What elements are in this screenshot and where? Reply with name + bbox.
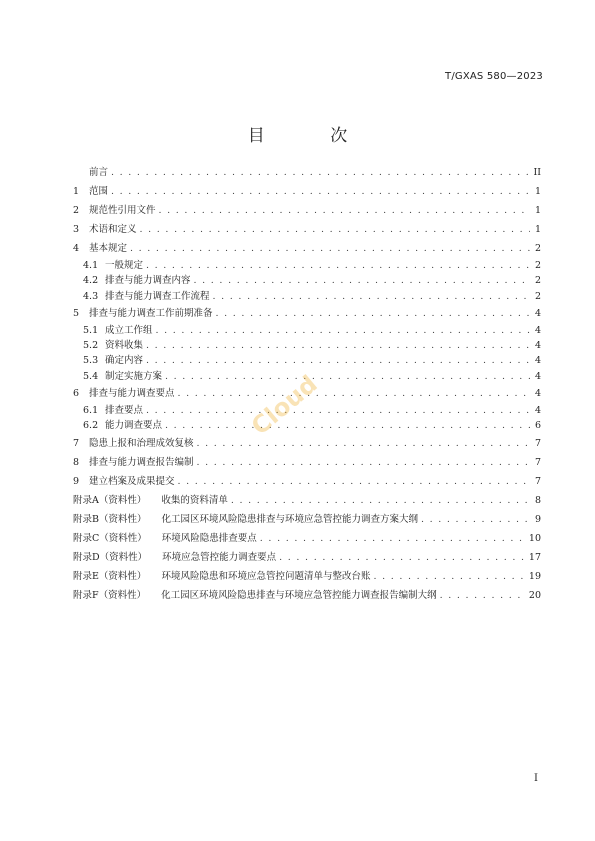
toc-annex-entry[interactable] xyxy=(73,529,541,548)
toc-leader-dots xyxy=(146,338,530,353)
toc-entry-number: 5.2 xyxy=(83,340,99,352)
toc-leader-dots xyxy=(146,353,530,368)
toc-entry-page: 17 xyxy=(528,551,541,563)
toc-entry-page: 10 xyxy=(528,532,541,544)
toc-entry-label: 环境风险隐患排查要点 xyxy=(161,532,257,544)
toc-entry-number: 4.1 xyxy=(83,260,99,271)
toc-entry[interactable] xyxy=(73,258,541,273)
toc-entry-label: 隐患上报和治理成效复核 xyxy=(89,437,194,449)
toc-entry-number: 5 xyxy=(73,307,80,319)
toc-entry-number: 附录B（资料性） xyxy=(73,513,147,525)
toc-entry-page: 4 xyxy=(534,370,541,382)
toc-entry-label: 成立工作组 xyxy=(105,324,153,336)
toc-entry[interactable] xyxy=(73,304,541,323)
toc-annex-entry[interactable] xyxy=(73,510,541,529)
toc-entry-number: 7 xyxy=(73,437,80,449)
toc-entry-label: 环境风险隐患和环境应急管控问题清单与整改台账 xyxy=(161,570,371,582)
toc-entry[interactable] xyxy=(73,338,541,353)
toc-leader-dots xyxy=(231,491,530,510)
toc-annex-entry[interactable] xyxy=(73,491,541,510)
toc-entry-number: 附录F（资料性） xyxy=(73,589,147,601)
document-code: T/GXAS 580—2023 xyxy=(445,71,543,82)
toc-entry-page: 2 xyxy=(534,243,541,254)
toc-entry-page: 2 xyxy=(534,290,541,302)
toc-entry-page: 4 xyxy=(534,388,541,400)
toc-leader-dots xyxy=(260,529,526,548)
toc-entry-number: 6.1 xyxy=(83,405,99,417)
toc-entry-page: 4 xyxy=(534,355,541,367)
toc-entry-label: 能力调查要点 xyxy=(105,420,163,432)
toc-entry-label: 排查与能力调查要点 xyxy=(89,388,175,400)
toc-entry-label: 排查与能力调查工作前期准备 xyxy=(89,307,213,319)
toc-entry-number: 附录C（资料性） xyxy=(73,532,147,544)
toc-entry[interactable] xyxy=(73,239,541,258)
toc-entry-number: 1 xyxy=(73,186,80,197)
toc-entry-label: 制定实施方案 xyxy=(105,370,163,382)
toc-entry[interactable] xyxy=(73,472,541,491)
toc-entry-number: 4.3 xyxy=(83,290,99,302)
toc-leader-dots xyxy=(165,369,530,384)
toc-entry-number: 5.1 xyxy=(83,324,99,336)
toc-entry-page: II xyxy=(533,167,541,178)
toc-entry-number: 附录A（资料性） xyxy=(73,494,147,506)
toc-entry[interactable] xyxy=(73,323,541,338)
toc-entry-label: 基本规定 xyxy=(89,243,128,254)
toc-entry-label: 环境应急管控能力调查要点 xyxy=(162,551,277,563)
toc-entry-page: 7 xyxy=(534,475,541,487)
toc-leader-dots xyxy=(146,258,530,273)
toc-entry-page: 1 xyxy=(534,224,541,235)
toc-entry-label: 排查与能力调查报告编制 xyxy=(89,456,194,468)
toc-entry-label: 化工园区环境风险隐患排查与环境应急管控能力调查方案大纲 xyxy=(161,513,418,525)
watermark-text: Cloud xyxy=(246,369,323,441)
toc-entry-label: 排查与能力调查工作流程 xyxy=(105,290,210,302)
toc-entry-page: 2 xyxy=(534,275,541,287)
toc-entry-page: 6 xyxy=(534,420,541,432)
toc-leader-dots xyxy=(213,289,530,304)
toc-leader-dots xyxy=(216,304,530,323)
toc-leader-dots xyxy=(178,384,530,403)
toc-annex-entry[interactable] xyxy=(73,567,541,586)
toc-entry[interactable] xyxy=(73,289,541,304)
toc-entry-label: 范围 xyxy=(89,186,109,197)
toc-entry-page: 20 xyxy=(528,589,541,601)
toc-leader-dots xyxy=(159,201,530,220)
toc-entry-number: 8 xyxy=(73,456,80,468)
toc-entry-number: 5.3 xyxy=(83,355,99,367)
toc-leader-dots xyxy=(197,434,530,453)
toc-entry-page: 9 xyxy=(534,513,541,525)
toc-entry-label: 化工园区环境风险隐患排查与环境应急管控能力调查报告编制大纲 xyxy=(161,589,437,601)
toc-entry-page: 4 xyxy=(534,340,541,352)
toc-entry[interactable] xyxy=(73,220,541,239)
toc-entry-page: 4 xyxy=(534,307,541,319)
toc-entry-label: 前言 xyxy=(89,167,109,178)
toc-entry-label: 收集的资料清单 xyxy=(161,494,228,506)
toc-entry-label: 确定内容 xyxy=(105,355,144,367)
toc-entry-number: 3 xyxy=(73,224,80,235)
toc-entry[interactable] xyxy=(73,201,541,220)
toc-leader-dots xyxy=(279,548,526,567)
toc-leader-dots xyxy=(194,273,530,288)
toc-annex-entry[interactable] xyxy=(73,586,541,605)
toc-annex-entry[interactable] xyxy=(73,548,541,567)
toc-entry-page: 1 xyxy=(534,205,541,216)
toc-entry-page: 4 xyxy=(534,405,541,417)
toc-entry-number: 9 xyxy=(73,475,80,487)
toc-leader-dots xyxy=(440,586,526,605)
toc-leader-dots xyxy=(373,567,525,586)
toc-entry[interactable] xyxy=(73,163,541,182)
toc-leader-dots xyxy=(197,453,530,472)
toc-entry-number: 6 xyxy=(73,388,80,400)
toc-leader-dots xyxy=(111,182,530,201)
toc-entry-number: 6.2 xyxy=(83,420,99,432)
toc-entry-number: 4.2 xyxy=(83,275,99,287)
toc-entry-label: 排查要点 xyxy=(105,405,144,417)
toc-entry-number: 4 xyxy=(73,243,80,254)
toc-entry-page: 7 xyxy=(534,456,541,468)
toc-entry-page: 1 xyxy=(534,186,541,197)
toc-entry[interactable] xyxy=(73,273,541,288)
toc-entry-page: 4 xyxy=(534,324,541,336)
toc-entry-label: 规范性引用文件 xyxy=(89,205,156,216)
toc-leader-dots xyxy=(178,472,530,491)
toc-entry-page: 7 xyxy=(534,437,541,449)
toc-title: 目 次 xyxy=(247,126,378,146)
toc-entry-number: 附录E（资料性） xyxy=(73,570,147,582)
toc-leader-dots xyxy=(130,239,530,258)
toc-entry-number: 2 xyxy=(73,205,80,216)
toc-leader-dots xyxy=(421,510,530,529)
toc-entry-number: 5.4 xyxy=(83,370,99,382)
toc-entry-label: 排查与能力调查内容 xyxy=(105,275,191,287)
toc-entry-label: 术语和定义 xyxy=(89,224,137,235)
toc-leader-dots xyxy=(156,323,530,338)
toc-entry-number: 附录D（资料性） xyxy=(73,551,148,563)
toc-entry-page: 8 xyxy=(534,494,541,506)
toc-entry[interactable] xyxy=(73,182,541,201)
toc-entry-page: 2 xyxy=(534,260,541,271)
toc-entry-label: 资料收集 xyxy=(105,340,144,352)
toc-leader-dots xyxy=(140,220,530,239)
toc-entry-label: 建立档案及成果提交 xyxy=(89,475,175,487)
toc-entry-page: 19 xyxy=(528,570,541,582)
toc-entry-label: 一般规定 xyxy=(105,260,144,271)
page-number: I xyxy=(534,773,538,784)
toc-leader-dots xyxy=(111,163,530,182)
